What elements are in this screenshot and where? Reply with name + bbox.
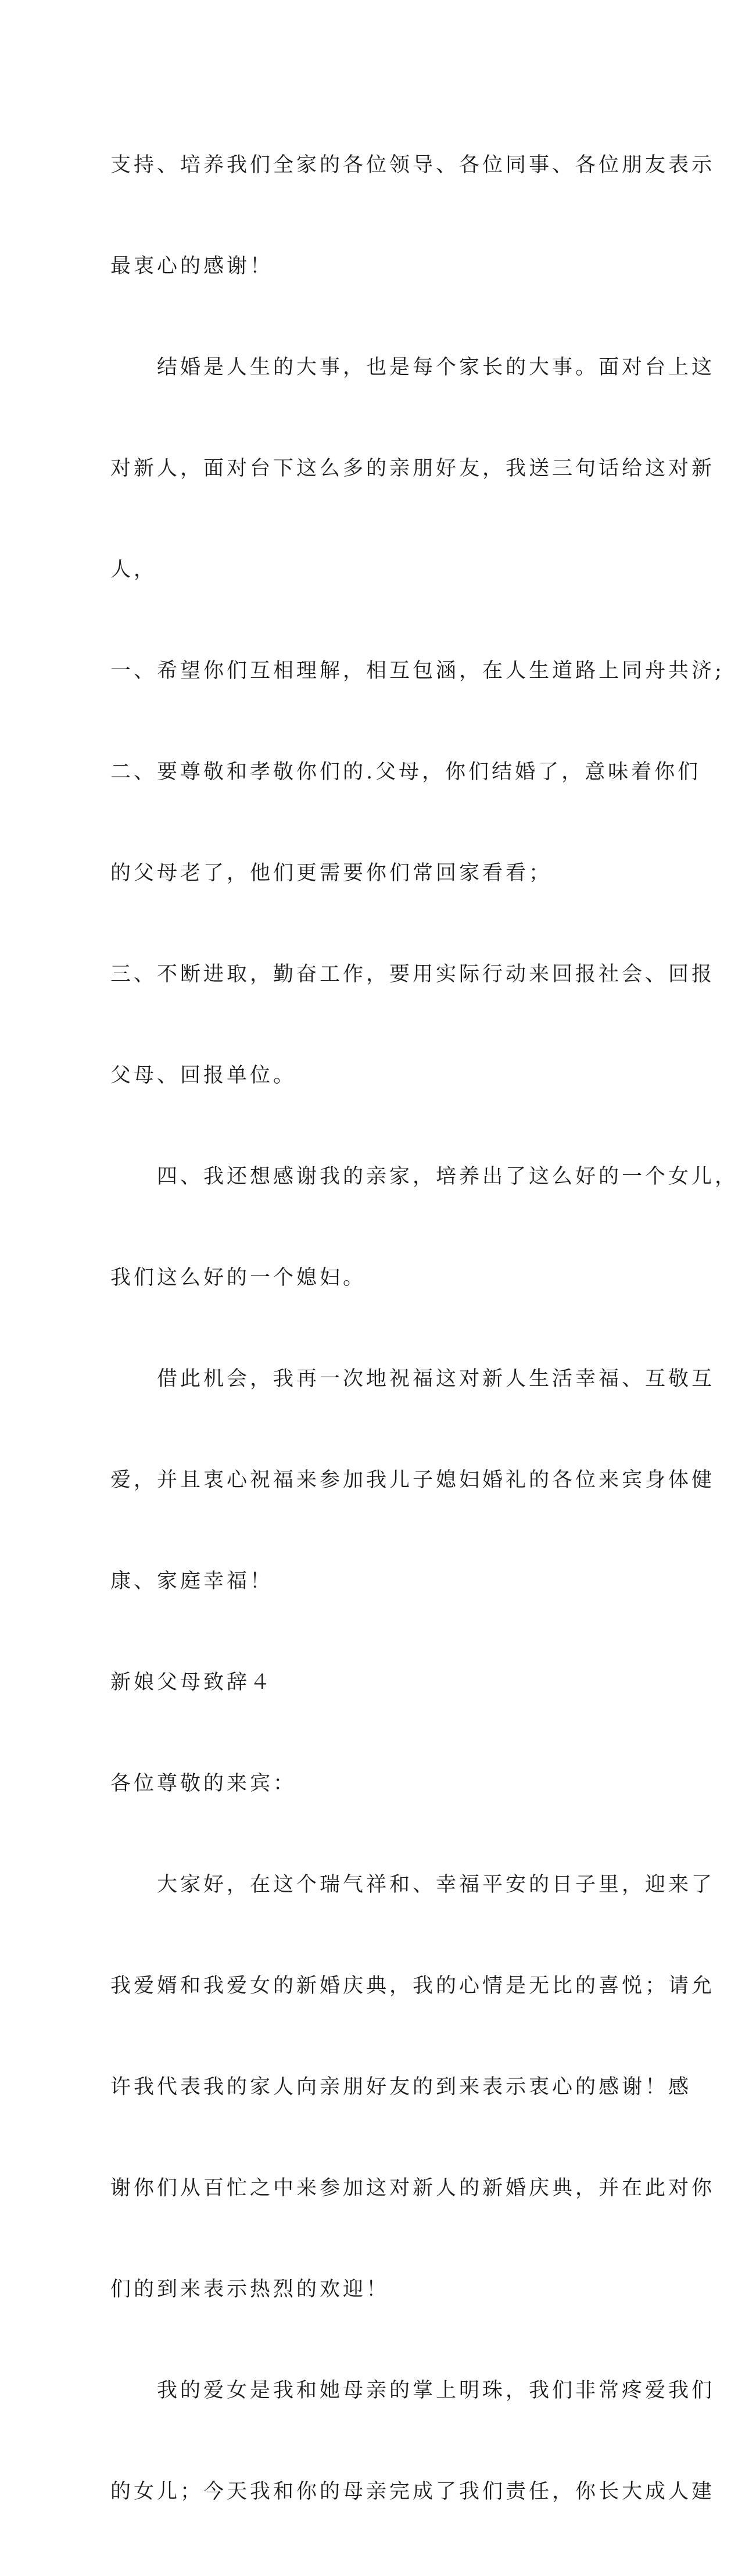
text-line: 四、我还想感谢我的亲家，培养出了这么好的一个女儿， [110,1165,738,1188]
text-line: 我们这么好的一个媳妇。 [110,1266,367,1289]
text-line: 人， [110,558,157,581]
section-heading: 新娘父母致辞４ [110,1671,274,1694]
text-line: 支持、培养我们全家的各位领导、各位同事、各位朋友表示 [110,153,715,177]
text-line: 谢你们从百忙之中来参加这对新人的新婚庆典，并在此对你 [110,2177,715,2200]
text-line: 最衷心的感谢！ [110,255,274,278]
text-line: 借此机会，我再一次地祝福这对新人生活幸福、互敬互 [110,1367,715,1391]
text-line: 一、希望你们互相理解，相互包涵，在人生道路上同舟共济; [110,659,725,683]
text-line: 结婚是人生的大事，也是每个家长的大事。面对台上这 [110,356,715,379]
text-line: 许我代表我的家人向亲朋好友的到来表示衷心的感谢！感 [110,2075,692,2099]
text-line: 的女儿；今天我和你的母亲完成了我们责任，你长大成人建 [110,2480,715,2503]
text-line: 父母、回报单位。 [110,1064,297,1087]
salutation: 各位尊敬的来宾： [110,1772,297,1795]
text-line: 我的爱女是我和她母亲的掌上明珠，我们非常疼爱我们 [110,2379,715,2402]
text-line: 二、要尊敬和孝敬你们的.父母，你们结婚了，意味着你们 [110,760,701,784]
text-line: 康、家庭幸福！ [110,1570,274,1593]
text-line: 大家好，在这个瑞气祥和、幸福平安的日子里，迎来了 [110,1873,715,1896]
text-line: 我爱婿和我爱女的新婚庆典，我的心情是无比的喜悦；请允 [110,1974,715,1998]
text-line: 三、不断进取，勤奋工作，要用实际行动来回报社会、回报 [110,963,715,986]
text-line: 们的到来表示热烈的欢迎！ [110,2278,390,2301]
text-line: 爱，并且衷心祝福来参加我儿子媳妇婚礼的各位来宾身体健 [110,1469,715,1492]
text-line: 对新人，面对台下这么多的亲朋好友，我送三句话给这对新 [110,457,715,480]
document-body [110,81,738,2576]
text-line: 的父母老了，他们更需要你们常回家看看； [110,862,553,885]
